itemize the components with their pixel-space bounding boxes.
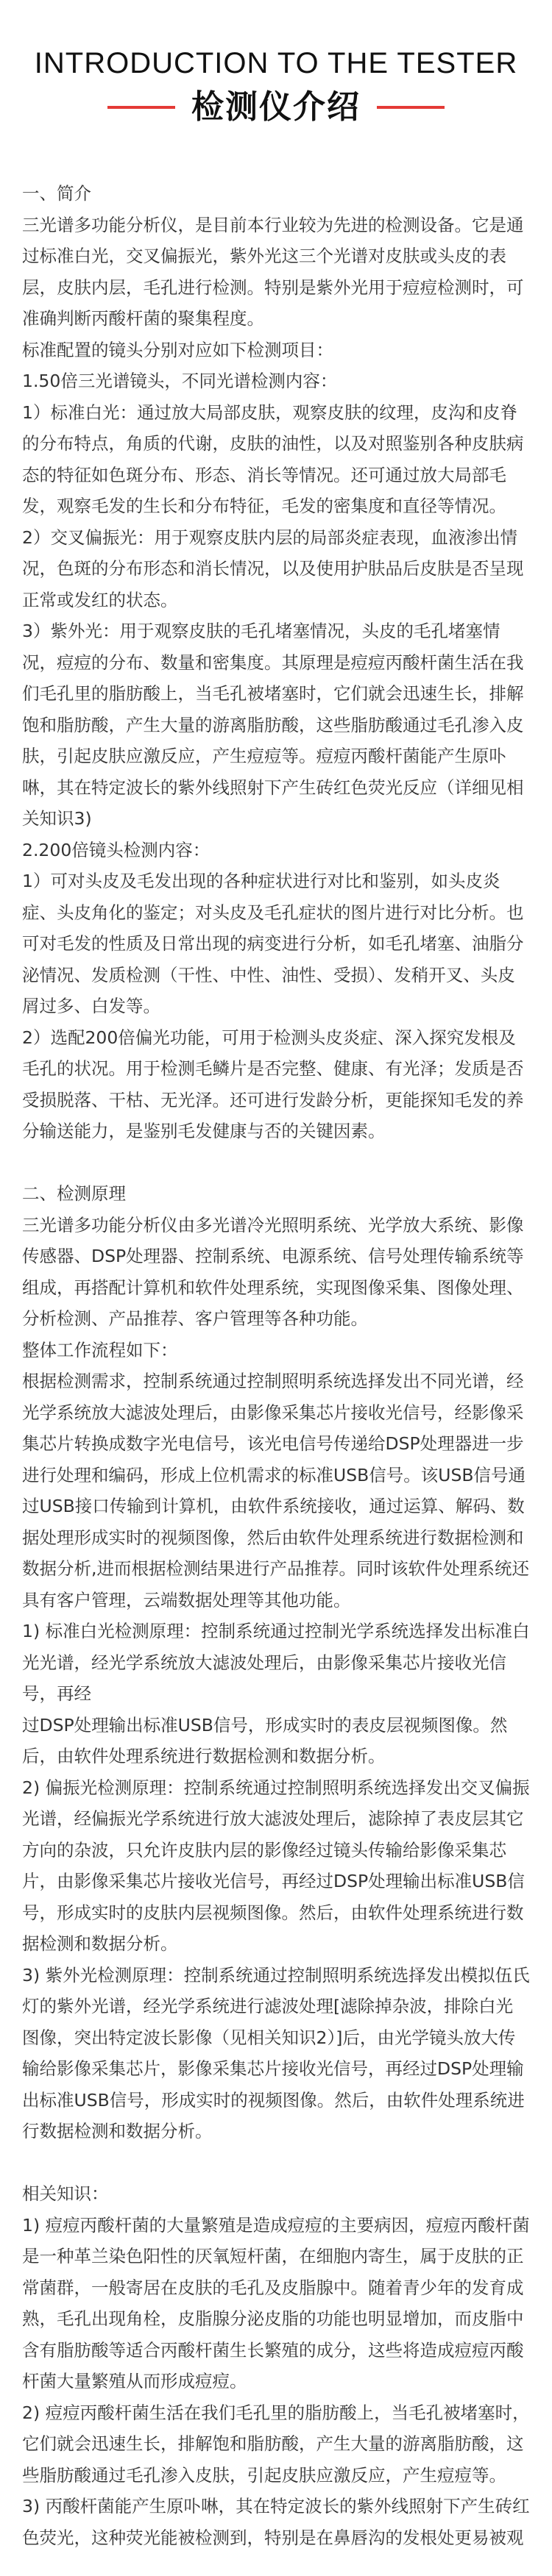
paragraph: 2）交叉偏振光：用于观察皮肤内层的局部炎症表现，血液渗出情况，色斑的分布形态和消长情况，以及使用护肤品后皮肤是否呈现正常或发红的状态。 [22, 527, 524, 610]
article-body [0, 178, 552, 2553]
section-heading-principle: 二、检测原理 [22, 1183, 126, 1204]
section-gap [22, 2147, 530, 2179]
paragraph: 1) 标准白光检测原理：控制系统通过控制光学系统选择发出标准白光光谱，经光学系统放大滤波处理后，由影像采集芯片接收光信号，再经 [22, 1621, 530, 1704]
paragraph: 三光谱多功能分析仪由多光谱冷光照明系统、光学放大系统、影像传感器、DSP处理器、控制系统、电源系统、信号处理传输系统等组成，再搭配计算机和软件处理系统，实现图像采集、图像处理、分析检测、产品推荐、客户管理等各种功能。 [22, 1214, 524, 1329]
paragraph: 3）紫外光：用于观察皮肤的毛孔堵塞情况，头皮的毛孔堵塞情况，痘痘的分布、数量和密集度。其原理是痘痘丙酸杆菌生活在我们毛孔里的脂肪酸上，当毛孔被堵塞时，它们就会迅速生长，排解饱和脂肪酸，产生大量的游离脂肪酸，这些脂肪酸通过毛孔渗入皮肤，引起皮肤应激反应，产生痘痘等。痘痘丙酸杆菌能产生原卟啉，其在特定波长的紫外线照射下产生砖红色荧光反应（详细见相关知识3) [22, 621, 524, 829]
paragraph: 整体工作流程如下： [22, 1339, 178, 1360]
title-cn: 检测仪介绍 [191, 88, 361, 126]
title-right-rule [377, 106, 445, 109]
section-heading-knowledge: 相关知识： [22, 2183, 109, 2204]
paragraph: 1）标准白光：通过放大局部皮肤，观察皮肤的纹理，皮沟和皮脊的分布特点，角质的代谢，皮肤的油性，以及对照鉴别各种皮肤病态的特征如色斑分布、形态、消长等情况。还可通过放大局部毛发，观察毛发的生长和分布特征，毛发的密集度和直径等情况。 [22, 402, 524, 516]
paragraph: 根据检测需求，控制系统通过控制照明系统选择发出不同光谱，经光学系统放大滤波处理后，由影像采集芯片接收光信号，经影像采集芯片转换成数字光电信号，该光电信号传递给DSP处理器进一步进行处理和编码，形成上位机需求的标准USB信号。该USB信号通过USB接口传输到计算机，由软件系统接收，通过运算、解码、数据处理形成实时的视频图像，然后由软件处理系统进行数据检测和数据分析,进而根据检测结果进行产品推荐。同时该软件处理系统还具有客户管理，云端数据处理等其他功能。 [22, 1371, 529, 1610]
paragraph: 2) 痘痘丙酸杆菌生活在我们毛孔里的脂肪酸上，当毛孔被堵塞时，它们就会迅速生长，排解饱和脂肪酸，产生大量的游离脂肪酸，这些脂肪酸通过毛孔渗入皮肤，引起皮肤应激反应，产生痘痘等。 [22, 2402, 530, 2486]
section-gap [22, 1147, 530, 1179]
paragraph: 3) 丙酸杆菌能产生原卟啉，其在特定波长的紫外线照射下产生砖红色荧光，这种荧光能被检测到，特别是在鼻唇沟的发根处更易被观 [22, 2496, 530, 2548]
title-left-rule [107, 106, 175, 109]
paragraph: 2）选配200倍偏光功能，可用于检测头皮炎症、深入探究发根及毛孔的状况。用于检测毛鳞片是否完整、健康、有光泽；发质是否受损脱落、干枯、无光泽。还可进行发龄分析，更能探知毛发的养分输送能力，是鉴别毛发健康与否的关键因素。 [22, 1027, 524, 1141]
paragraph: 三光谱多功能分析仪，是目前本行业较为先进的检测设备。它是通过标准白光，交叉偏振光，紫外光这三个光谱对皮肤或头皮的表层，皮肤内层，毛孔进行检测。特别是紫外光用于痘痘检测时，可准确判断丙酸杆菌的聚集程度。 [22, 214, 524, 329]
paragraph: 1.50倍三光谱镜头，不同光谱检测内容： [22, 371, 338, 391]
section-heading-intro: 一、简介 [22, 183, 91, 204]
paragraph: 2) 偏振光检测原理：控制系统通过控制照明系统选择发出交叉偏振光谱，经偏振光学系统进行放大滤波处理后，滤除掉了表皮层其它方向的杂波，只允许皮肤内层的影像经过镜头传输给影像采集芯片，由影像采集芯片接收光信号，再经过DSP处理输出标准USB信号，形成实时的皮肤内层视频图像。然后，由软件处理系统进行数据检测和数据分析。 [22, 1777, 530, 1954]
paragraph: 1）可对头皮及毛发出现的各种症状进行对比和鉴别，如头皮炎症、头皮角化的鉴定；对头皮及毛孔症状的图片进行对比分析。也可对毛发的性质及日常出现的病变进行分析，如毛孔堵塞、油脂分泌情况、发质检测（干性、中性、油性、受损）、发稍开叉、头皮屑过多、白发等。 [22, 871, 524, 1016]
header [0, 0, 552, 128]
paragraph: 3) 紫外光检测原理：控制系统通过控制照明系统选择发出模拟伍氏灯的紫外光谱，经光学系统进行滤波处理[滤除掉杂波，排除白光图像，突出特定波长影像（见相关知识2）]后，由光学镜头放大传输给影像采集芯片，影像采集芯片接收光信号，再经过DSP处理输出标准USB信号，形成实时的视频图像。然后，由软件处理系统进行数据检测和数据分析。 [22, 1964, 530, 2141]
paragraph: 过DSP处理输出标准USB信号，形成实时的表皮层视频图像。然后，由软件处理系统进行数据检测和数据分析。 [22, 1714, 508, 1766]
title-cn-row [0, 87, 552, 128]
title-en: INTRODUCTION TO THE TESTER [34, 47, 518, 79]
paragraph: 1) 痘痘丙酸杆菌的大量繁殖是造成痘痘的主要病因，痘痘丙酸杆菌是一种革兰染色阳性的厌氧短杆菌，在细胞内寄生，属于皮肤的正常菌群，一般寄居在皮肤的毛孔及皮脂腺中。随着青少年的发育成熟，毛孔出现角栓，皮脂腺分泌皮脂的功能也明显增加，而皮脂中含有脂肪酸等适合丙酸杆菌生长繁殖的成分，这些将造成痘痘丙酸杆菌大量繁殖从而形成痘痘。 [22, 2214, 530, 2391]
paragraph: 标准配置的镜头分别对应如下检测项目： [22, 339, 333, 360]
paragraph: 2.200倍镜头检测内容： [22, 839, 210, 860]
